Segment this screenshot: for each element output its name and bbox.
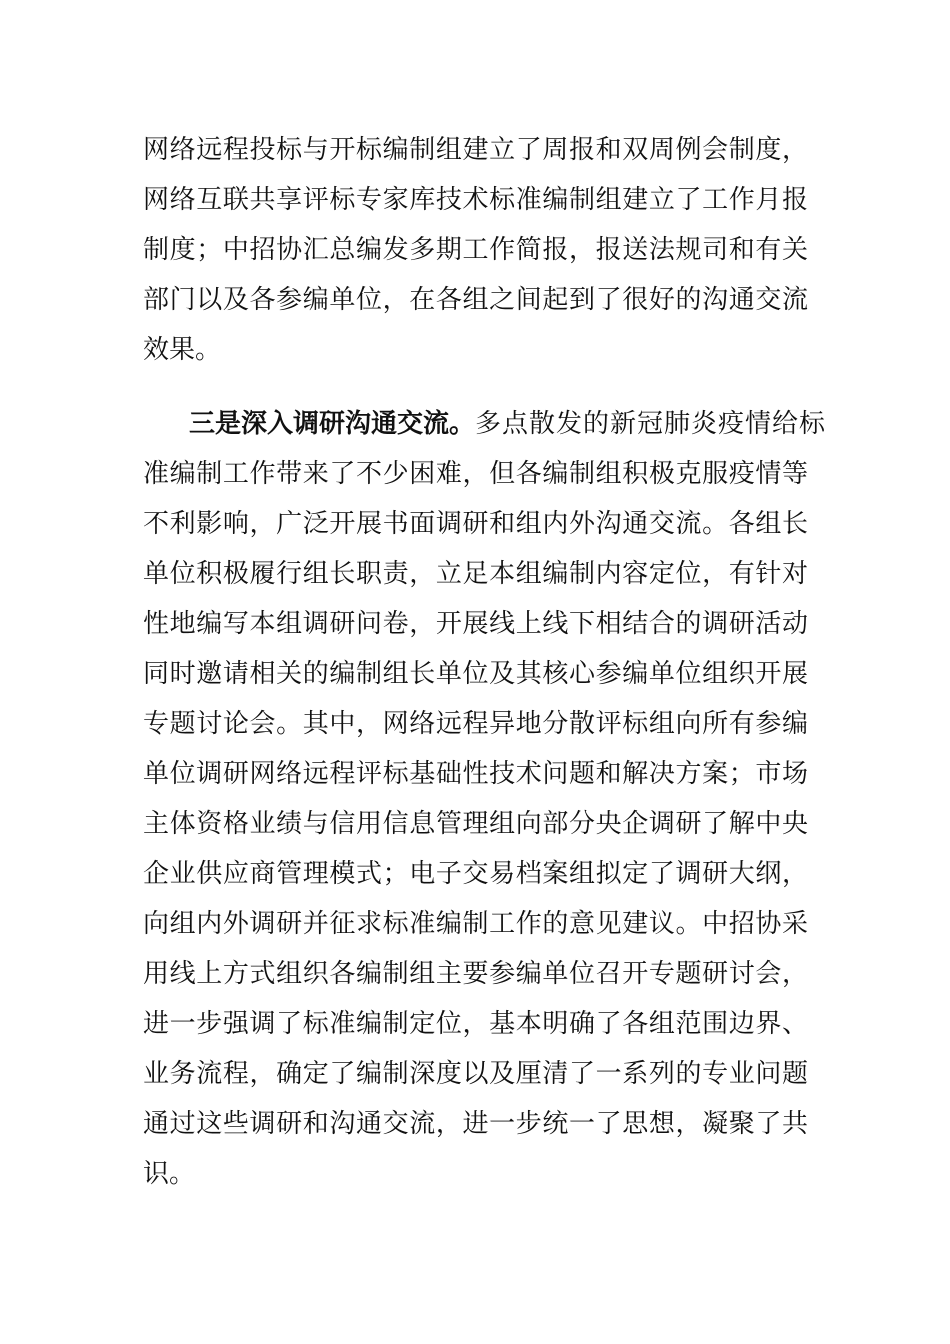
paragraph-1-line-1: 网络远程投标与开标编制组建立了周报和双周例会制度，: [143, 135, 808, 165]
paragraph-2-line-16: 识。: [143, 1159, 196, 1189]
paragraph-2-first-line-rest: 多点散发的新冠肺炎疫情给标: [475, 409, 827, 439]
paragraph-2-line-7: 专题讨论会。其中，网络远程异地分散评标组向所有参编: [143, 709, 808, 739]
paragraph-2-line-5: 性地编写本组调研问卷，开展线上线下相结合的调研活动: [143, 609, 808, 639]
paragraph-2-line-14: 业务流程，确定了编制深度以及厘清了一系列的专业问题: [143, 1059, 808, 1089]
paragraph-2-line-4: 单位积极履行组长职责，立足本组编制内容定位，有针对: [143, 559, 808, 589]
paragraph-1-line-3: 制度；中招协汇总编发多期工作简报，报送法规司和有关: [143, 235, 808, 265]
paragraph-2-line-8: 单位调研网络远程评标基础性技术问题和解决方案；市场: [143, 759, 808, 789]
paragraph-2-line-11: 向组内外调研并征求标准编制工作的意见建议。中招协采: [143, 909, 808, 939]
paragraph-2-line-13: 进一步强调了标准编制定位，基本明确了各组范围边界、: [143, 1009, 808, 1039]
paragraph-2-line-3: 不利影响，广泛开展书面调研和组内外沟通交流。各组长: [143, 509, 808, 539]
paragraph-2-line-12: 用线上方式组织各编制组主要参编单位召开专题研讨会，: [143, 959, 808, 989]
paragraph-1-line-4: 部门以及各参编单位，在各组之间起到了很好的沟通交流: [143, 285, 808, 315]
paragraph-1-line-2: 网络互联共享评标专家库技术标准编制组建立了工作月报: [143, 185, 808, 215]
paragraph-2-line-9: 主体资格业绩与信用信息管理组向部分央企调研了解中央: [143, 809, 808, 839]
paragraph-2-line-2: 准编制工作带来了不少困难，但各编制组积极克服疫情等: [143, 459, 808, 489]
paragraph-2-line-6: 同时邀请相关的编制组长单位及其核心参编单位组织开展: [143, 659, 808, 689]
paragraph-1-line-5: 效果。: [143, 335, 222, 365]
paragraph-2-line-1: [189, 404, 827, 444]
paragraph-2-line-10: 企业供应商管理模式；电子交易档案组拟定了调研大纲，: [143, 859, 808, 889]
paragraph-2-line-15: 通过这些调研和沟通交流，进一步统一了思想，凝聚了共: [143, 1109, 808, 1139]
paragraph-2-heading: 三是深入调研沟通交流。: [189, 409, 476, 439]
